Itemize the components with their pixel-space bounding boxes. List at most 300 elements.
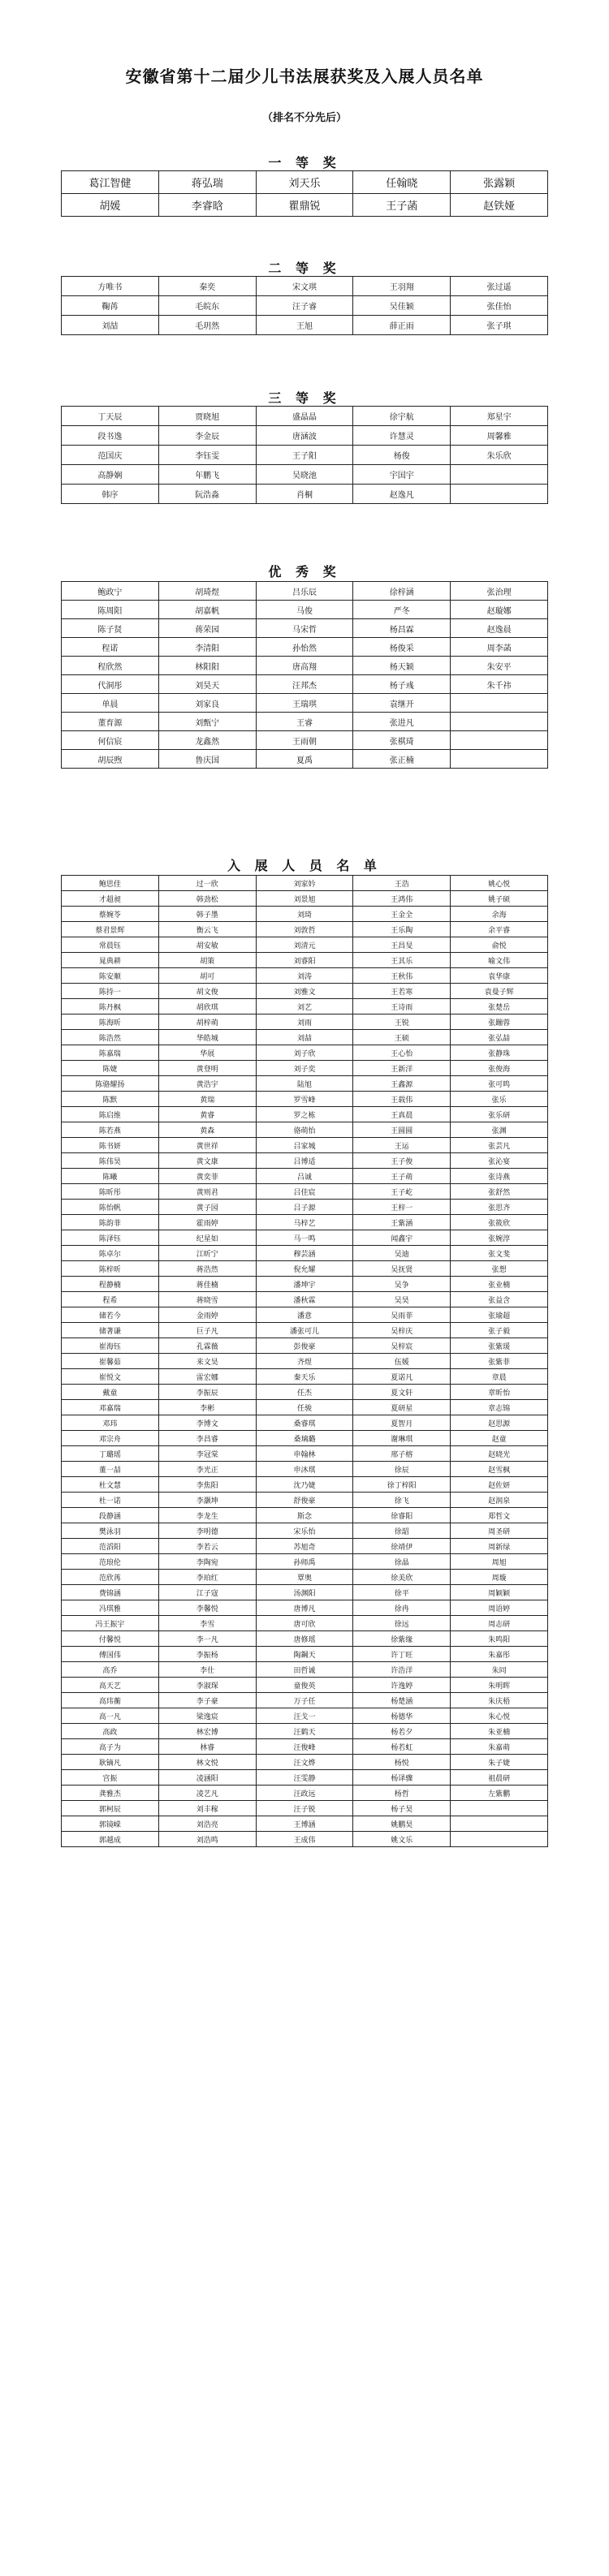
name-cell: 喻文伟 bbox=[451, 953, 548, 968]
name-cell: 李光正 bbox=[158, 1462, 256, 1477]
name-cell: 王诗雨 bbox=[353, 999, 451, 1014]
table-row bbox=[62, 1678, 548, 1693]
name-cell: 祖晨研 bbox=[451, 1770, 548, 1786]
name-cell: 程欣然 bbox=[62, 657, 159, 675]
name-cell: 黄奕菲 bbox=[158, 1169, 256, 1184]
name-cell: 陈怡帆 bbox=[62, 1200, 159, 1215]
name-cell: 刘子欣 bbox=[256, 1045, 353, 1061]
name-cell: 马一鸣 bbox=[256, 1230, 353, 1246]
name-cell: 刘丰稼 bbox=[158, 1801, 256, 1816]
name-cell: 王载伟 bbox=[353, 1092, 451, 1107]
name-cell: 刘艺 bbox=[256, 999, 353, 1014]
table-row bbox=[62, 446, 548, 465]
name-cell: 江子寇 bbox=[158, 1585, 256, 1600]
name-cell: 范欣苒 bbox=[62, 1570, 159, 1585]
table-row bbox=[62, 713, 548, 731]
name-cell: 邓玮 bbox=[62, 1415, 159, 1431]
name-cell: 韩子墨 bbox=[158, 907, 256, 922]
table-row bbox=[62, 891, 548, 907]
name-cell: 汪政远 bbox=[256, 1786, 353, 1801]
table-row bbox=[62, 485, 548, 504]
name-cell: 章晨 bbox=[451, 1369, 548, 1385]
name-cell: 左紫鹏 bbox=[451, 1786, 548, 1801]
name-cell: 李金辰 bbox=[158, 426, 256, 446]
name-cell: 蒋佳楠 bbox=[158, 1277, 256, 1292]
name-cell: 覃奥 bbox=[256, 1570, 353, 1585]
name-cell: 王其乐 bbox=[353, 953, 451, 968]
name-cell: 常晨钰 bbox=[62, 937, 159, 953]
name-cell: 李睿晗 bbox=[158, 194, 256, 217]
table-row bbox=[62, 1061, 548, 1076]
name-cell: 斯念 bbox=[256, 1508, 353, 1523]
table-row bbox=[62, 1277, 548, 1292]
name-cell: 吴佳颖 bbox=[353, 296, 451, 316]
name-cell: 陈伟昊 bbox=[62, 1153, 159, 1169]
name-cell: 周新绿 bbox=[451, 1539, 548, 1554]
name-cell: 江昕宁 bbox=[158, 1246, 256, 1261]
name-cell: 林文悦 bbox=[158, 1755, 256, 1770]
name-cell: 谢琳琪 bbox=[353, 1431, 451, 1446]
name-cell: 陈曦 bbox=[62, 1169, 159, 1184]
name-cell: 张治理 bbox=[451, 582, 548, 601]
name-cell: 李振辰 bbox=[158, 1385, 256, 1400]
name-cell: 唐可欣 bbox=[256, 1616, 353, 1631]
name-cell: 赵逸凡 bbox=[353, 485, 451, 504]
table-row bbox=[62, 1385, 548, 1400]
name-cell: 徐冉 bbox=[353, 1600, 451, 1616]
page-title: 安徽省第十二届少儿书法展获奖及入展人员名单 bbox=[125, 67, 484, 86]
name-cell: 许丁旺 bbox=[353, 1647, 451, 1662]
name-cell: 段静涵 bbox=[62, 1508, 159, 1523]
name-cell: 刘家妗 bbox=[256, 876, 353, 891]
table-row bbox=[62, 1600, 548, 1616]
table-row bbox=[62, 1724, 548, 1739]
name-cell: 蔡婉苓 bbox=[62, 907, 159, 922]
table-row bbox=[62, 1169, 548, 1184]
table-row bbox=[62, 1415, 548, 1431]
name-cell: 蒋荣园 bbox=[158, 619, 256, 638]
name-cell: 汪戈一 bbox=[256, 1708, 353, 1724]
table-row bbox=[62, 316, 548, 335]
name-cell: 陈子贤 bbox=[62, 619, 159, 638]
name-cell: 潘秋霖 bbox=[256, 1292, 353, 1307]
name-cell bbox=[451, 1832, 548, 1847]
name-cell: 李振杨 bbox=[158, 1647, 256, 1662]
name-cell: 蒋浩然 bbox=[158, 1261, 256, 1277]
name-cell: 黄子园 bbox=[158, 1200, 256, 1215]
name-cell: 王瑞琪 bbox=[256, 694, 353, 713]
name-cell: 刘涛 bbox=[256, 968, 353, 984]
table-row bbox=[62, 922, 548, 937]
name-cell: 方唯书 bbox=[62, 277, 159, 296]
name-cell: 马俊 bbox=[256, 601, 353, 619]
table-row bbox=[62, 582, 548, 601]
name-cell: 程希 bbox=[62, 1292, 159, 1307]
entrants-table bbox=[61, 875, 548, 1847]
name-cell: 王锐 bbox=[353, 1014, 451, 1030]
name-cell: 唐涵波 bbox=[256, 426, 353, 446]
name-cell: 高乔 bbox=[62, 1662, 159, 1678]
name-cell: 许逸婷 bbox=[353, 1678, 451, 1693]
table-row bbox=[62, 1138, 548, 1153]
name-cell: 秦奕 bbox=[158, 277, 256, 296]
name-cell: 董一喆 bbox=[62, 1462, 159, 1477]
table-row bbox=[62, 984, 548, 999]
name-cell: 樊泳羽 bbox=[62, 1523, 159, 1539]
table-row bbox=[62, 907, 548, 922]
name-cell: 袁曼子辉 bbox=[451, 984, 548, 999]
name-cell: 徐紫缘 bbox=[353, 1631, 451, 1647]
name-cell: 高子为 bbox=[62, 1739, 159, 1755]
table-row bbox=[62, 171, 548, 194]
name-cell: 宫振 bbox=[62, 1770, 159, 1786]
name-cell: 吕博适 bbox=[256, 1153, 353, 1169]
name-cell: 张子琪 bbox=[451, 316, 548, 335]
name-cell: 彭俊豪 bbox=[256, 1338, 353, 1354]
name-cell: 李若云 bbox=[158, 1539, 256, 1554]
name-cell: 李一凡 bbox=[158, 1631, 256, 1647]
name-cell: 孙怡然 bbox=[256, 638, 353, 657]
name-cell: 陆旭 bbox=[256, 1076, 353, 1092]
name-cell: 宇国宇 bbox=[353, 465, 451, 485]
name-cell: 陈启维 bbox=[62, 1107, 159, 1122]
table-row bbox=[62, 1616, 548, 1631]
name-cell: 徐美欣 bbox=[353, 1570, 451, 1585]
name-cell: 范国庆 bbox=[62, 446, 159, 465]
name-cell: 李清阳 bbox=[158, 638, 256, 657]
name-cell: 任骏 bbox=[256, 1400, 353, 1415]
name-cell: 张舒然 bbox=[451, 1184, 548, 1200]
name-cell: 陈周阳 bbox=[62, 601, 159, 619]
name-cell: 吴梓宸 bbox=[353, 1338, 451, 1354]
name-cell: 陈昕彤 bbox=[62, 1184, 159, 1200]
name-cell: 蔡君景辉 bbox=[62, 922, 159, 937]
name-cell: 黄登明 bbox=[158, 1061, 256, 1076]
name-cell: 周璇 bbox=[451, 1570, 548, 1585]
name-cell: 胡可 bbox=[158, 968, 256, 984]
name-cell: 贾晓旭 bbox=[158, 407, 256, 426]
table-row bbox=[62, 968, 548, 984]
name-cell: 周圣研 bbox=[451, 1523, 548, 1539]
name-cell: 段书逸 bbox=[62, 426, 159, 446]
name-cell: 周颖颖 bbox=[451, 1585, 548, 1600]
name-cell: 程静楠 bbox=[62, 1277, 159, 1292]
name-cell: 张诗燕 bbox=[451, 1169, 548, 1184]
table-row bbox=[62, 465, 548, 485]
name-cell: 郑哲文 bbox=[451, 1508, 548, 1523]
table-row bbox=[62, 1554, 548, 1570]
name-cell: 王成伟 bbox=[256, 1832, 353, 1847]
table-row bbox=[62, 1539, 548, 1554]
table-row bbox=[62, 1107, 548, 1122]
table-row bbox=[62, 675, 548, 694]
name-cell: 程诺 bbox=[62, 638, 159, 657]
name-cell: 赵童 bbox=[451, 1431, 548, 1446]
table-row bbox=[62, 619, 548, 638]
name-cell: 黄浩宇 bbox=[158, 1076, 256, 1092]
table-row bbox=[62, 1153, 548, 1169]
name-cell: 田哲诚 bbox=[256, 1662, 353, 1678]
name-cell: 王真晨 bbox=[353, 1107, 451, 1122]
name-cell: 王浩 bbox=[353, 876, 451, 891]
name-cell: 吕乐辰 bbox=[256, 582, 353, 601]
name-cell: 张静珠 bbox=[451, 1045, 548, 1061]
name-cell: 吕家城 bbox=[256, 1138, 353, 1153]
name-cell: 高天艺 bbox=[62, 1678, 159, 1693]
name-cell: 张思齐 bbox=[451, 1200, 548, 1215]
name-cell: 唐博凡 bbox=[256, 1600, 353, 1616]
name-cell: 过一欣 bbox=[158, 876, 256, 891]
name-cell: 杨楚涵 bbox=[353, 1693, 451, 1708]
table-row bbox=[62, 1030, 548, 1045]
name-cell: 夏文轩 bbox=[353, 1385, 451, 1400]
name-cell: 龙鑫然 bbox=[158, 731, 256, 750]
name-cell: 杨天颖 bbox=[353, 657, 451, 675]
name-cell: 刘喆 bbox=[62, 316, 159, 335]
name-cell: 朱安平 bbox=[451, 657, 548, 675]
name-cell: 陈默 bbox=[62, 1092, 159, 1107]
name-cell: 杨若虹 bbox=[353, 1739, 451, 1755]
table-row bbox=[62, 937, 548, 953]
name-cell: 张紫菲 bbox=[451, 1354, 548, 1369]
name-cell: 张进凡 bbox=[353, 713, 451, 731]
name-cell: 冯琪雅 bbox=[62, 1600, 159, 1616]
table-row bbox=[62, 1338, 548, 1354]
table-row bbox=[62, 1631, 548, 1647]
name-cell: 朱子婕 bbox=[451, 1755, 548, 1770]
table-row bbox=[62, 1092, 548, 1107]
name-cell: 王睿 bbox=[256, 713, 353, 731]
name-cell bbox=[451, 731, 548, 750]
name-cell: 周馨雅 bbox=[451, 426, 548, 446]
name-cell: 桑睿琪 bbox=[256, 1415, 353, 1431]
name-cell: 傅国伟 bbox=[62, 1647, 159, 1662]
name-cell: 王子俊 bbox=[353, 1153, 451, 1169]
name-cell: 张佳怡 bbox=[451, 296, 548, 316]
name-cell bbox=[451, 485, 548, 504]
name-cell: 陈骆耀扬 bbox=[62, 1076, 159, 1092]
name-cell: 阮浩淼 bbox=[158, 485, 256, 504]
table-row bbox=[62, 1014, 548, 1030]
name-cell: 吴雨菲 bbox=[353, 1307, 451, 1323]
table-row bbox=[62, 1570, 548, 1585]
name-cell: 黄瑞 bbox=[158, 1092, 256, 1107]
name-cell: 张乐研 bbox=[451, 1107, 548, 1122]
name-cell: 李珀红 bbox=[158, 1570, 256, 1585]
name-cell: 韩序 bbox=[62, 485, 159, 504]
name-cell: 杨译骤 bbox=[353, 1770, 451, 1786]
name-cell: 罗雪峰 bbox=[256, 1092, 353, 1107]
name-cell: 徐丁梓阳 bbox=[353, 1477, 451, 1493]
name-cell: 潘意 bbox=[256, 1307, 353, 1323]
name-cell: 陈海昕 bbox=[62, 1014, 159, 1030]
table-row bbox=[62, 1801, 548, 1816]
name-cell: 鲁庆国 bbox=[158, 750, 256, 769]
name-cell: 巨子凡 bbox=[158, 1323, 256, 1338]
name-cell: 童俊英 bbox=[256, 1678, 353, 1693]
name-cell: 周志研 bbox=[451, 1616, 548, 1631]
table-row bbox=[62, 1693, 548, 1708]
name-cell: 凌艺凡 bbox=[158, 1786, 256, 1801]
name-cell: 王秋伟 bbox=[353, 968, 451, 984]
name-cell: 宋乐怡 bbox=[256, 1523, 353, 1539]
name-cell: 陈书妍 bbox=[62, 1138, 159, 1153]
section-title-second: 二 等 奖 bbox=[268, 261, 341, 276]
table-row bbox=[62, 1246, 548, 1261]
name-cell: 杨昌霖 bbox=[353, 619, 451, 638]
table-row bbox=[62, 1493, 548, 1508]
name-cell: 郭镜嵘 bbox=[62, 1816, 159, 1832]
table-row bbox=[62, 657, 548, 675]
name-cell: 葛江智健 bbox=[62, 171, 159, 194]
name-cell: 储著谦 bbox=[62, 1323, 159, 1338]
name-cell: 汪子锐 bbox=[256, 1801, 353, 1816]
table-row bbox=[62, 1400, 548, 1415]
name-cell: 张渊 bbox=[451, 1122, 548, 1138]
table-row bbox=[62, 1292, 548, 1307]
name-cell: 金雨婷 bbox=[158, 1307, 256, 1323]
name-cell: 赵晓光 bbox=[451, 1446, 548, 1462]
name-cell: 韩劲松 bbox=[158, 891, 256, 907]
name-cell: 张沁宴 bbox=[451, 1153, 548, 1169]
name-cell: 吴迪 bbox=[353, 1246, 451, 1261]
name-cell: 杨子彧 bbox=[353, 675, 451, 694]
name-cell: 刘浩亮 bbox=[158, 1816, 256, 1832]
name-cell: 年鹏飞 bbox=[158, 465, 256, 485]
name-cell: 单晨 bbox=[62, 694, 159, 713]
name-cell bbox=[451, 465, 548, 485]
name-cell: 张子毅 bbox=[451, 1323, 548, 1338]
name-cell: 李仕 bbox=[158, 1662, 256, 1678]
name-cell: 王运 bbox=[353, 1138, 451, 1153]
name-cell: 丁天辰 bbox=[62, 407, 159, 426]
table-row bbox=[62, 1307, 548, 1323]
name-cell: 胡嘉帆 bbox=[158, 601, 256, 619]
second-prize-table bbox=[61, 276, 548, 335]
table-row bbox=[62, 1323, 548, 1338]
name-cell: 朱心悦 bbox=[451, 1708, 548, 1724]
table-row bbox=[62, 750, 548, 769]
table-row bbox=[62, 407, 548, 426]
table-row bbox=[62, 1662, 548, 1678]
name-cell: 吕子源 bbox=[256, 1200, 353, 1215]
page-subtitle: （排名不分先后） bbox=[261, 112, 347, 124]
name-cell: 鞠苒 bbox=[62, 296, 159, 316]
name-cell: 高静娴 bbox=[62, 465, 159, 485]
name-cell: 范滔阳 bbox=[62, 1539, 159, 1554]
name-cell: 戴童 bbox=[62, 1385, 159, 1400]
name-cell bbox=[451, 1816, 548, 1832]
name-cell: 章志锦 bbox=[451, 1400, 548, 1415]
name-cell: 华皓城 bbox=[158, 1030, 256, 1045]
name-cell: 孔霖薇 bbox=[158, 1338, 256, 1354]
name-cell: 陈若燕 bbox=[62, 1122, 159, 1138]
table-row bbox=[62, 694, 548, 713]
table-row bbox=[62, 1261, 548, 1277]
name-cell: 邢子榕 bbox=[353, 1446, 451, 1462]
table-row bbox=[62, 953, 548, 968]
name-cell: 蒋晓雪 bbox=[158, 1292, 256, 1307]
name-cell: 赵润泉 bbox=[451, 1493, 548, 1508]
name-cell: 杨哲 bbox=[353, 1786, 451, 1801]
table-row bbox=[62, 1045, 548, 1061]
name-cell: 李钰雯 bbox=[158, 446, 256, 465]
table-row bbox=[62, 638, 548, 657]
name-cell: 刘喆 bbox=[256, 1030, 353, 1045]
name-cell: 刘雅文 bbox=[256, 984, 353, 999]
name-cell: 汪邦杰 bbox=[256, 675, 353, 694]
name-cell: 李龙生 bbox=[158, 1508, 256, 1523]
name-cell: 杨俊 bbox=[353, 446, 451, 465]
table-row bbox=[62, 1816, 548, 1832]
name-cell: 郑星宇 bbox=[451, 407, 548, 426]
table-row bbox=[62, 1122, 548, 1138]
name-cell: 俞悦 bbox=[451, 937, 548, 953]
name-cell: 潘坤宇 bbox=[256, 1277, 353, 1292]
name-cell: 姚子硕 bbox=[451, 891, 548, 907]
table-row bbox=[62, 194, 548, 217]
name-cell: 王博涵 bbox=[256, 1816, 353, 1832]
name-cell: 徐辰 bbox=[353, 1462, 451, 1477]
name-cell: 黄睿 bbox=[158, 1107, 256, 1122]
name-cell: 李雪 bbox=[158, 1616, 256, 1631]
section-title-entrants: 入 展 人 员 名 单 bbox=[227, 858, 382, 873]
name-cell: 姚鹏昊 bbox=[353, 1816, 451, 1832]
name-cell: 储若今 bbox=[62, 1307, 159, 1323]
name-cell: 任杰 bbox=[256, 1385, 353, 1400]
name-cell: 徐飞 bbox=[353, 1493, 451, 1508]
name-cell: 夏禹 bbox=[256, 750, 353, 769]
name-cell: 李淑琛 bbox=[158, 1678, 256, 1693]
name-cell: 刘子奕 bbox=[256, 1061, 353, 1076]
name-cell: 徐晶 bbox=[353, 1554, 451, 1570]
name-cell: 马宋哲 bbox=[256, 619, 353, 638]
name-cell: 华展 bbox=[158, 1045, 256, 1061]
name-cell: 丁璐瑶 bbox=[62, 1446, 159, 1462]
name-cell: 汪俊峰 bbox=[256, 1739, 353, 1755]
name-cell: 吴晓池 bbox=[256, 465, 353, 485]
name-cell: 吴梓庆 bbox=[353, 1323, 451, 1338]
name-cell: 李彬 bbox=[158, 1400, 256, 1415]
name-cell: 范琅伦 bbox=[62, 1554, 159, 1570]
name-cell: 吴昊 bbox=[353, 1292, 451, 1307]
name-cell: 张瑜超 bbox=[451, 1307, 548, 1323]
name-cell: 王昌旻 bbox=[353, 937, 451, 953]
name-cell: 刘琦 bbox=[256, 907, 353, 922]
name-cell: 刘昊天 bbox=[158, 675, 256, 694]
name-cell bbox=[451, 694, 548, 713]
name-cell: 胡琦煜 bbox=[158, 582, 256, 601]
name-cell: 杜一诺 bbox=[62, 1493, 159, 1508]
name-cell: 朱乐欣 bbox=[451, 446, 548, 465]
table-row bbox=[62, 1523, 548, 1539]
name-cell: 王子菡 bbox=[353, 194, 451, 217]
name-cell: 王子阳 bbox=[256, 446, 353, 465]
name-cell: 周旭 bbox=[451, 1554, 548, 1570]
name-cell: 刘甄宁 bbox=[158, 713, 256, 731]
name-cell: 黄世祥 bbox=[158, 1138, 256, 1153]
name-cell: 陈持一 bbox=[62, 984, 159, 999]
name-cell: 王旭 bbox=[256, 316, 353, 335]
name-cell: 胡欣琪 bbox=[158, 999, 256, 1014]
table-row bbox=[62, 1076, 548, 1092]
section-title-third: 三 等 奖 bbox=[268, 390, 341, 406]
name-cell: 朱同 bbox=[451, 1662, 548, 1678]
table-row bbox=[62, 1230, 548, 1246]
name-cell: 汪雯静 bbox=[256, 1770, 353, 1786]
name-cell: 赵璇娜 bbox=[451, 601, 548, 619]
name-cell: 杨德华 bbox=[353, 1708, 451, 1724]
